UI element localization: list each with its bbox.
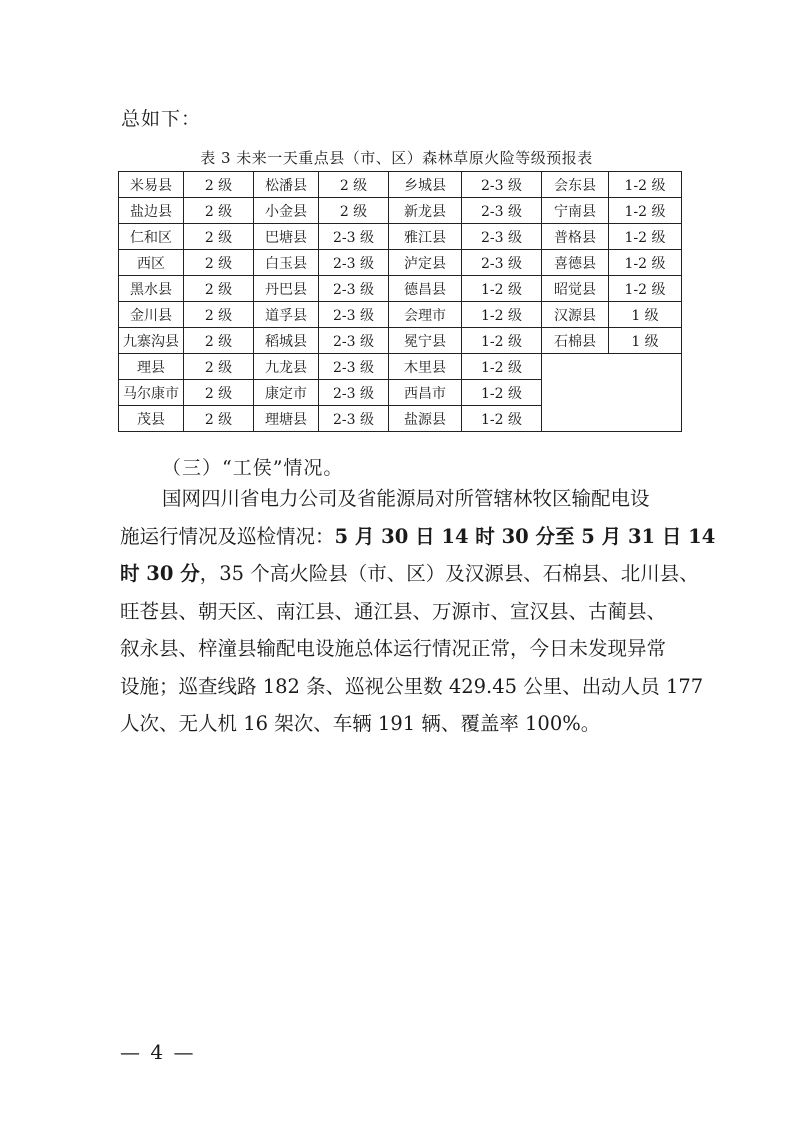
risk-level-cell: 2 级 bbox=[184, 406, 254, 432]
county-cell: 冕宁县 bbox=[389, 328, 462, 354]
risk-level-cell: 2-3 级 bbox=[462, 250, 542, 276]
risk-level-cell: 2 级 bbox=[184, 380, 254, 406]
county-cell: 巴塘县 bbox=[254, 224, 319, 250]
county-cell: 会理市 bbox=[389, 302, 462, 328]
county-cell: 盐源县 bbox=[389, 406, 462, 432]
table-row bbox=[119, 328, 682, 354]
county-cell: 汉源县 bbox=[542, 302, 609, 328]
county-cell: 石棉县 bbox=[542, 328, 609, 354]
paragraph-line: 人次、无人机 16 架次、车辆 191 辆、覆盖率 100%。 bbox=[120, 712, 601, 735]
risk-level-cell: 1-2 级 bbox=[462, 406, 542, 432]
risk-level-cell: 2-3 级 bbox=[319, 328, 389, 354]
county-cell: 新龙县 bbox=[389, 198, 462, 224]
paragraph-line: 设施；巡查线路 182 条、巡视公里数 429.45 公里、出动人员 177 bbox=[120, 674, 704, 698]
county-cell: 小金县 bbox=[254, 198, 319, 224]
empty-cell bbox=[542, 380, 682, 406]
county-cell: 仁和区 bbox=[119, 224, 184, 250]
risk-level-cell: 1-2 级 bbox=[609, 224, 682, 250]
risk-level-cell: 2 级 bbox=[319, 198, 389, 224]
county-cell: 德昌县 bbox=[389, 276, 462, 302]
risk-level-cell: 1-2 级 bbox=[462, 302, 542, 328]
paragraph-line bbox=[120, 518, 716, 556]
county-cell: 黑水县 bbox=[119, 276, 184, 302]
county-cell: 盐边县 bbox=[119, 198, 184, 224]
risk-level-cell: 1 级 bbox=[609, 328, 682, 354]
risk-level-cell: 2 级 bbox=[184, 198, 254, 224]
county-cell: 西昌市 bbox=[389, 380, 462, 406]
risk-level-cell: 1-2 级 bbox=[609, 276, 682, 302]
risk-level-cell: 2-3 级 bbox=[319, 354, 389, 380]
risk-level-cell: 2-3 级 bbox=[319, 380, 389, 406]
table-row bbox=[119, 354, 682, 380]
risk-level-cell: 2 级 bbox=[184, 302, 254, 328]
county-cell: 松潘县 bbox=[254, 172, 319, 198]
risk-level-cell: 2-3 级 bbox=[462, 224, 542, 250]
county-cell: 稻城县 bbox=[254, 328, 319, 354]
county-cell: 白玉县 bbox=[254, 250, 319, 276]
paragraph-bold-text: 5 月 30 日 14 时 30 分至 5 月 31 日 14 bbox=[334, 524, 716, 548]
county-cell: 九寨沟县 bbox=[119, 328, 184, 354]
county-cell: 宁南县 bbox=[542, 198, 609, 224]
county-cell: 丹巴县 bbox=[254, 276, 319, 302]
table-row bbox=[119, 276, 682, 302]
page-number: — 4 — bbox=[120, 1040, 196, 1064]
empty-cell bbox=[542, 406, 682, 432]
county-cell: 昭觉县 bbox=[542, 276, 609, 302]
risk-level-cell: 2 级 bbox=[184, 328, 254, 354]
risk-level-cell: 2 级 bbox=[184, 250, 254, 276]
paragraph-line: 叙永县、梓潼县输配电设施总体运行情况正常，今日未发现异常 bbox=[120, 637, 667, 660]
risk-level-cell: 1 级 bbox=[609, 302, 682, 328]
county-cell: 理塘县 bbox=[254, 406, 319, 432]
risk-level-cell: 1-2 级 bbox=[462, 354, 542, 380]
county-cell: 康定市 bbox=[254, 380, 319, 406]
county-cell: 喜德县 bbox=[542, 250, 609, 276]
table-row bbox=[119, 172, 682, 198]
county-cell: 普格县 bbox=[542, 224, 609, 250]
county-cell: 马尔康市 bbox=[119, 380, 184, 406]
risk-level-cell: 2 级 bbox=[184, 354, 254, 380]
empty-cell bbox=[542, 354, 682, 380]
table-row bbox=[119, 380, 682, 406]
fire-risk-table bbox=[118, 171, 682, 432]
county-cell: 茂县 bbox=[119, 406, 184, 432]
county-cell: 雅江县 bbox=[389, 224, 462, 250]
county-cell: 米易县 bbox=[119, 172, 184, 198]
risk-level-cell: 2-3 级 bbox=[462, 172, 542, 198]
county-cell: 泸定县 bbox=[389, 250, 462, 276]
risk-level-cell: 1-2 级 bbox=[609, 250, 682, 276]
paragraph-line: 国网四川省电力公司及省能源局对所管辖林牧区输配电设 bbox=[162, 487, 650, 510]
risk-level-cell: 2 级 bbox=[184, 276, 254, 302]
risk-level-cell: 2-3 级 bbox=[319, 406, 389, 432]
risk-level-cell: 1-2 级 bbox=[462, 276, 542, 302]
county-cell: 西区 bbox=[119, 250, 184, 276]
risk-level-cell: 1-2 级 bbox=[609, 198, 682, 224]
county-cell: 金川县 bbox=[119, 302, 184, 328]
table-caption: 表 3 未来一天重点县（市、区）森林草原火险等级预报表 bbox=[200, 149, 593, 167]
risk-level-cell: 1-2 级 bbox=[609, 172, 682, 198]
risk-level-cell: 2-3 级 bbox=[462, 198, 542, 224]
county-cell: 木里县 bbox=[389, 354, 462, 380]
risk-level-cell: 2 级 bbox=[184, 224, 254, 250]
paragraph-line bbox=[120, 555, 699, 593]
risk-level-cell: 2-3 级 bbox=[319, 302, 389, 328]
county-cell: 乡城县 bbox=[389, 172, 462, 198]
risk-level-cell: 2 级 bbox=[319, 172, 389, 198]
county-cell: 道孚县 bbox=[254, 302, 319, 328]
table-row bbox=[119, 198, 682, 224]
risk-level-cell: 2-3 级 bbox=[319, 250, 389, 276]
risk-level-cell: 2-3 级 bbox=[319, 276, 389, 302]
county-cell: 会东县 bbox=[542, 172, 609, 198]
risk-level-cell: 2 级 bbox=[184, 172, 254, 198]
risk-level-cell: 1-2 级 bbox=[462, 380, 542, 406]
body-paragraph bbox=[120, 480, 716, 743]
county-cell: 九龙县 bbox=[254, 354, 319, 380]
lead-text: 总如下： bbox=[121, 108, 202, 130]
county-cell: 理县 bbox=[119, 354, 184, 380]
table-row bbox=[119, 224, 682, 250]
paragraph-text: ，35 个高火险县（市、区）及汉源县、石棉县、北川县、 bbox=[199, 562, 699, 585]
table-row bbox=[119, 302, 682, 328]
risk-level-cell: 2-3 级 bbox=[319, 224, 389, 250]
table-row bbox=[119, 406, 682, 432]
table-body bbox=[119, 172, 682, 432]
section-heading: （三）“工侯”情况。 bbox=[162, 457, 344, 479]
risk-level-cell: 1-2 级 bbox=[462, 328, 542, 354]
paragraph-bold-text: 时 30 分 bbox=[120, 562, 200, 585]
table-row bbox=[119, 250, 682, 276]
paragraph-line: 旺苍县、朝天区、南江县、通江县、万源市、宣汉县、古蔺县、 bbox=[120, 599, 667, 623]
paragraph-text: 施运行情况及巡检情况： bbox=[120, 524, 335, 548]
